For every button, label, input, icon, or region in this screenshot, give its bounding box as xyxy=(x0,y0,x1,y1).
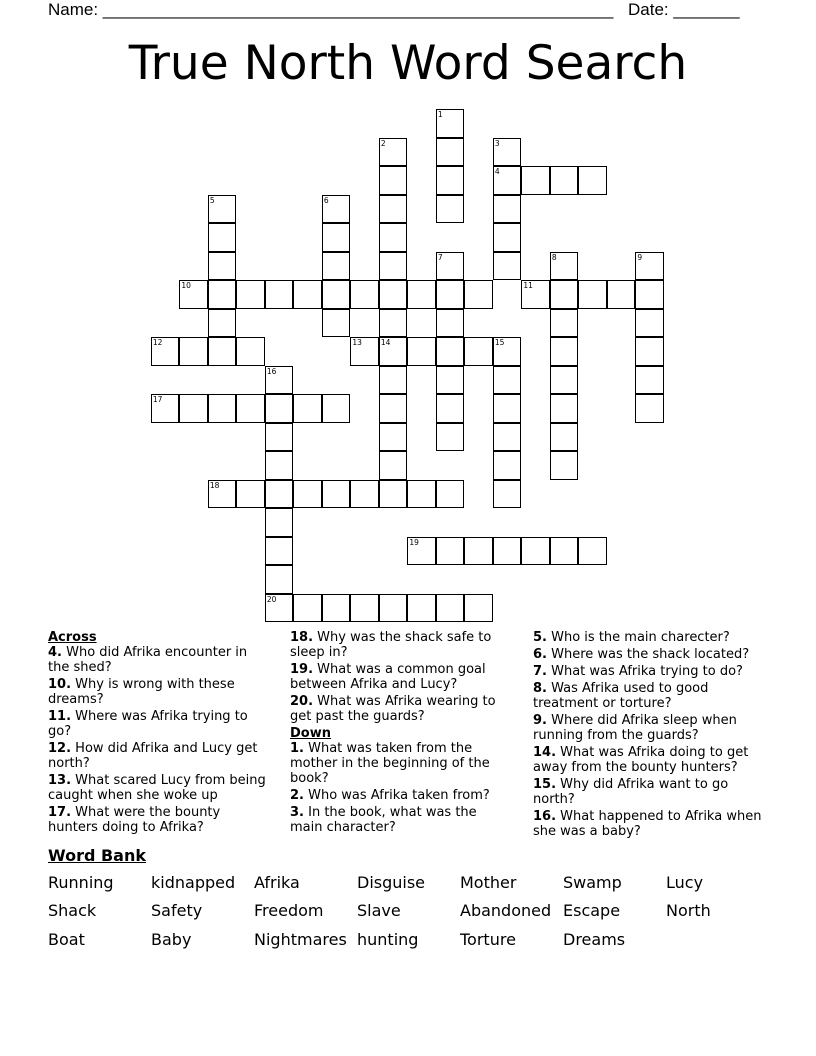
grid-cell[interactable] xyxy=(493,537,522,566)
word-bank-item: Nightmares xyxy=(254,930,347,949)
grid-cell[interactable] xyxy=(436,195,465,224)
across-heading: Across xyxy=(48,630,97,645)
grid-cell[interactable] xyxy=(179,394,208,423)
word-bank-item: Swamp xyxy=(563,873,622,892)
word-bank-item: Running xyxy=(48,873,114,892)
clue-down-16: 16. What happened to Afrika when she was a baby? xyxy=(533,809,762,839)
grid-cell[interactable] xyxy=(350,480,379,509)
grid-cell[interactable] xyxy=(208,223,237,252)
grid-cell[interactable] xyxy=(179,337,208,366)
clue-number: 8 xyxy=(551,252,557,262)
grid-cell[interactable] xyxy=(322,280,351,309)
grid-cell[interactable] xyxy=(293,280,322,309)
clue-across-4: 4. Who did Afrika encounter in the shed? xyxy=(48,645,248,675)
grid-cell[interactable] xyxy=(550,252,579,281)
grid-cell[interactable] xyxy=(436,138,465,167)
grid-cell[interactable] xyxy=(379,138,408,167)
grid-cell[interactable] xyxy=(322,309,351,338)
grid-cell[interactable] xyxy=(265,394,294,423)
grid-cell[interactable] xyxy=(236,337,265,366)
grid-cell[interactable] xyxy=(436,252,465,281)
grid-cell[interactable] xyxy=(578,537,607,566)
grid-cell[interactable] xyxy=(550,366,579,395)
grid-cell[interactable] xyxy=(635,394,664,423)
grid-cell[interactable] xyxy=(379,451,408,480)
clue-down-14: 14. What was Afrika doing to get away from the bounty hunters? xyxy=(533,745,749,775)
grid-cell[interactable] xyxy=(550,337,579,366)
word-bank-item: Shack xyxy=(48,901,97,920)
clue-down-5: 5. Who is the main charecter? xyxy=(533,630,730,645)
word-bank-item: Baby xyxy=(151,930,192,949)
grid-cell[interactable] xyxy=(379,280,408,309)
word-bank-item: Abandoned xyxy=(460,901,552,920)
grid-cell[interactable] xyxy=(635,252,664,281)
clue-number: 6 xyxy=(323,195,329,205)
grid-cell[interactable] xyxy=(265,480,294,509)
word-bank-item: Torture xyxy=(460,930,516,949)
grid-cell[interactable] xyxy=(578,280,607,309)
clue-across-20: 20. What was Afrika wearing to get past the guards? xyxy=(290,694,496,724)
grid-cell[interactable] xyxy=(607,280,636,309)
word-bank-item: Mother xyxy=(460,873,517,892)
grid-cell[interactable] xyxy=(407,280,436,309)
grid-cell[interactable] xyxy=(635,309,664,338)
word-bank-item: Dreams xyxy=(563,930,626,949)
clue-number: 2 xyxy=(380,138,386,148)
grid-cell[interactable] xyxy=(208,309,237,338)
grid-cell[interactable] xyxy=(379,252,408,281)
grid-cell[interactable] xyxy=(265,508,294,537)
grid-cell[interactable] xyxy=(236,280,265,309)
grid-cell[interactable] xyxy=(208,195,237,224)
clue-down-2: 2. Who was Afrika taken from? xyxy=(290,788,490,803)
word-bank-item: Afrika xyxy=(254,873,300,892)
grid-cell[interactable] xyxy=(379,423,408,452)
word-bank-item: Safety xyxy=(151,901,203,920)
clue-down-3: 3. In the book, what was the main character? xyxy=(290,805,477,835)
grid-cell[interactable] xyxy=(350,337,379,366)
grid-cell[interactable] xyxy=(436,394,465,423)
clue-across-11: 11. Where was Afrika trying to go? xyxy=(48,709,248,739)
grid-cell[interactable] xyxy=(436,166,465,195)
grid-cell[interactable] xyxy=(151,337,180,366)
clue-down-6: 6. Where was the shack located? xyxy=(533,647,750,662)
clue-number: 19 xyxy=(409,537,419,547)
clue-across-10: 10. Why is wrong with these dreams? xyxy=(48,677,235,707)
clue-down-7: 7. What was Afrika trying to do? xyxy=(533,664,743,679)
grid-cell[interactable] xyxy=(265,423,294,452)
grid-cell[interactable] xyxy=(293,480,322,509)
grid-cell[interactable] xyxy=(407,337,436,366)
grid-cell[interactable] xyxy=(521,166,550,195)
name-field[interactable]: Name: ______________________________________________________ xyxy=(48,0,614,19)
grid-cell[interactable] xyxy=(379,394,408,423)
clues-column-2 xyxy=(290,630,504,837)
clue-number: 3 xyxy=(494,138,500,148)
clue-number: 17 xyxy=(152,395,163,405)
clue-number: 9 xyxy=(637,252,643,262)
grid-cell[interactable] xyxy=(635,280,664,309)
clue-across-17: 17. What were the bounty hunters doing to Afrika? xyxy=(48,805,221,835)
grid-cell[interactable] xyxy=(379,337,408,366)
grid-cell[interactable] xyxy=(265,594,294,623)
grid-cell[interactable] xyxy=(379,166,408,195)
grid-cell[interactable] xyxy=(350,280,379,309)
grid-cell[interactable] xyxy=(493,423,522,452)
grid-cell[interactable] xyxy=(379,594,408,623)
grid-cell[interactable] xyxy=(436,280,465,309)
grid-cell[interactable] xyxy=(550,309,579,338)
grid-cell[interactable] xyxy=(493,195,522,224)
grid-cell[interactable] xyxy=(550,280,579,309)
grid-cell[interactable] xyxy=(322,480,351,509)
grid-cell[interactable] xyxy=(436,423,465,452)
clue-number: 4 xyxy=(494,167,500,177)
grid-cell[interactable] xyxy=(379,480,408,509)
grid-cell[interactable] xyxy=(265,451,294,480)
grid-cell[interactable] xyxy=(635,337,664,366)
grid-cell[interactable] xyxy=(464,280,493,309)
grid-cell[interactable] xyxy=(521,537,550,566)
grid-cell[interactable] xyxy=(635,366,664,395)
grid-cell[interactable] xyxy=(493,166,522,195)
grid-cell[interactable] xyxy=(436,109,465,138)
word-bank-item: Boat xyxy=(48,930,85,949)
word-bank-title: Word Bank xyxy=(48,846,147,865)
clue-number: 10 xyxy=(181,281,191,291)
clue-number: 11 xyxy=(523,281,533,291)
grid-cell[interactable] xyxy=(550,451,579,480)
grid-cell[interactable] xyxy=(265,537,294,566)
grid-cell[interactable] xyxy=(379,223,408,252)
grid-cell[interactable] xyxy=(550,537,579,566)
grid-cell[interactable] xyxy=(464,594,493,623)
clue-down-15: 15. Why did Afrika want to go north? xyxy=(533,777,729,807)
grid-cell[interactable] xyxy=(407,480,436,509)
grid-cell[interactable] xyxy=(350,594,379,623)
grid-cell[interactable] xyxy=(436,337,465,366)
grid-cell[interactable] xyxy=(265,565,294,594)
grid-cell[interactable] xyxy=(493,223,522,252)
clue-number: 16 xyxy=(266,366,277,376)
grid-cell[interactable] xyxy=(208,394,237,423)
grid-cell[interactable] xyxy=(493,252,522,281)
grid-cell[interactable] xyxy=(550,423,579,452)
grid-cell[interactable] xyxy=(550,166,579,195)
grid-cell[interactable] xyxy=(379,309,408,338)
grid-cell[interactable] xyxy=(436,366,465,395)
grid-cell[interactable] xyxy=(293,394,322,423)
grid-cell[interactable] xyxy=(208,480,237,509)
grid-cell[interactable] xyxy=(550,394,579,423)
clue-across-13: 13. What scared Lucy from being caught when she woke up xyxy=(48,773,266,803)
grid-cell[interactable] xyxy=(208,337,237,366)
grid-cell[interactable] xyxy=(236,394,265,423)
clue-across-12: 12. How did Afrika and Lucy get north? xyxy=(48,741,258,771)
clue-number: 1 xyxy=(437,110,443,120)
grid-cell[interactable] xyxy=(379,366,408,395)
grid-cell[interactable] xyxy=(464,337,493,366)
grid-cell[interactable] xyxy=(265,280,294,309)
clue-number: 7 xyxy=(437,252,443,262)
word-bank-item: hunting xyxy=(357,930,419,949)
grid-cell[interactable] xyxy=(322,195,351,224)
page-title: True North Word Search xyxy=(128,36,688,91)
grid-cell[interactable] xyxy=(151,394,180,423)
grid-cell[interactable] xyxy=(322,594,351,623)
word-bank-item: North xyxy=(666,901,711,920)
clue-down-1: 1. What was taken from the mother in the beginning of the book? xyxy=(290,741,490,786)
grid-cell[interactable] xyxy=(436,309,465,338)
grid-cell[interactable] xyxy=(322,223,351,252)
grid-cell[interactable] xyxy=(322,394,351,423)
down-heading: Down xyxy=(290,726,331,741)
clue-number: 14 xyxy=(380,338,391,348)
grid-cell[interactable] xyxy=(493,138,522,167)
grid-cell[interactable] xyxy=(521,280,550,309)
word-bank-item: kidnapped xyxy=(151,873,236,892)
grid-cell[interactable] xyxy=(208,252,237,281)
grid-cell[interactable] xyxy=(493,394,522,423)
grid-cell[interactable] xyxy=(578,166,607,195)
clues-column-3 xyxy=(533,630,763,841)
grid-cell[interactable] xyxy=(322,252,351,281)
clue-number: 20 xyxy=(266,594,277,604)
word-bank-item: Lucy xyxy=(666,873,704,892)
grid-cell[interactable] xyxy=(436,480,465,509)
grid-cell[interactable] xyxy=(493,480,522,509)
clue-down-8: 8. Was Afrika used to good treatment or torture? xyxy=(533,681,709,711)
word-bank-item: Escape xyxy=(563,901,621,920)
clue-number: 15 xyxy=(494,338,505,348)
grid-cell[interactable] xyxy=(265,366,294,395)
clue-number: 12 xyxy=(152,338,163,348)
clues-column-1 xyxy=(48,630,266,837)
grid-cell[interactable] xyxy=(493,337,522,366)
date-field[interactable]: Date: _______ xyxy=(628,0,740,19)
grid-cell[interactable] xyxy=(407,594,436,623)
grid-cell[interactable] xyxy=(493,451,522,480)
grid-cell[interactable] xyxy=(379,195,408,224)
clue-down-9: 9. Where did Afrika sleep when running from the guards? xyxy=(533,713,737,743)
clue-number: 5 xyxy=(209,195,215,205)
word-bank-item: Disguise xyxy=(357,873,426,892)
word-bank-item: Slave xyxy=(357,901,401,920)
grid-cell[interactable] xyxy=(208,280,237,309)
clue-number: 18 xyxy=(209,480,220,490)
clue-across-19: 19. What was a common goal between Afrika and Lucy? xyxy=(290,662,486,692)
grid-cell[interactable] xyxy=(464,537,493,566)
grid-cell[interactable] xyxy=(407,537,436,566)
grid-cell[interactable] xyxy=(436,594,465,623)
grid-cell[interactable] xyxy=(293,594,322,623)
word-bank-item: Freedom xyxy=(254,901,324,920)
clue-across-18: 18. Why was the shack safe to sleep in? xyxy=(290,630,492,660)
grid-cell[interactable] xyxy=(436,537,465,566)
grid-cell[interactable] xyxy=(236,480,265,509)
grid-cell[interactable] xyxy=(493,366,522,395)
clue-number: 13 xyxy=(352,338,362,348)
grid-cell[interactable] xyxy=(179,280,208,309)
